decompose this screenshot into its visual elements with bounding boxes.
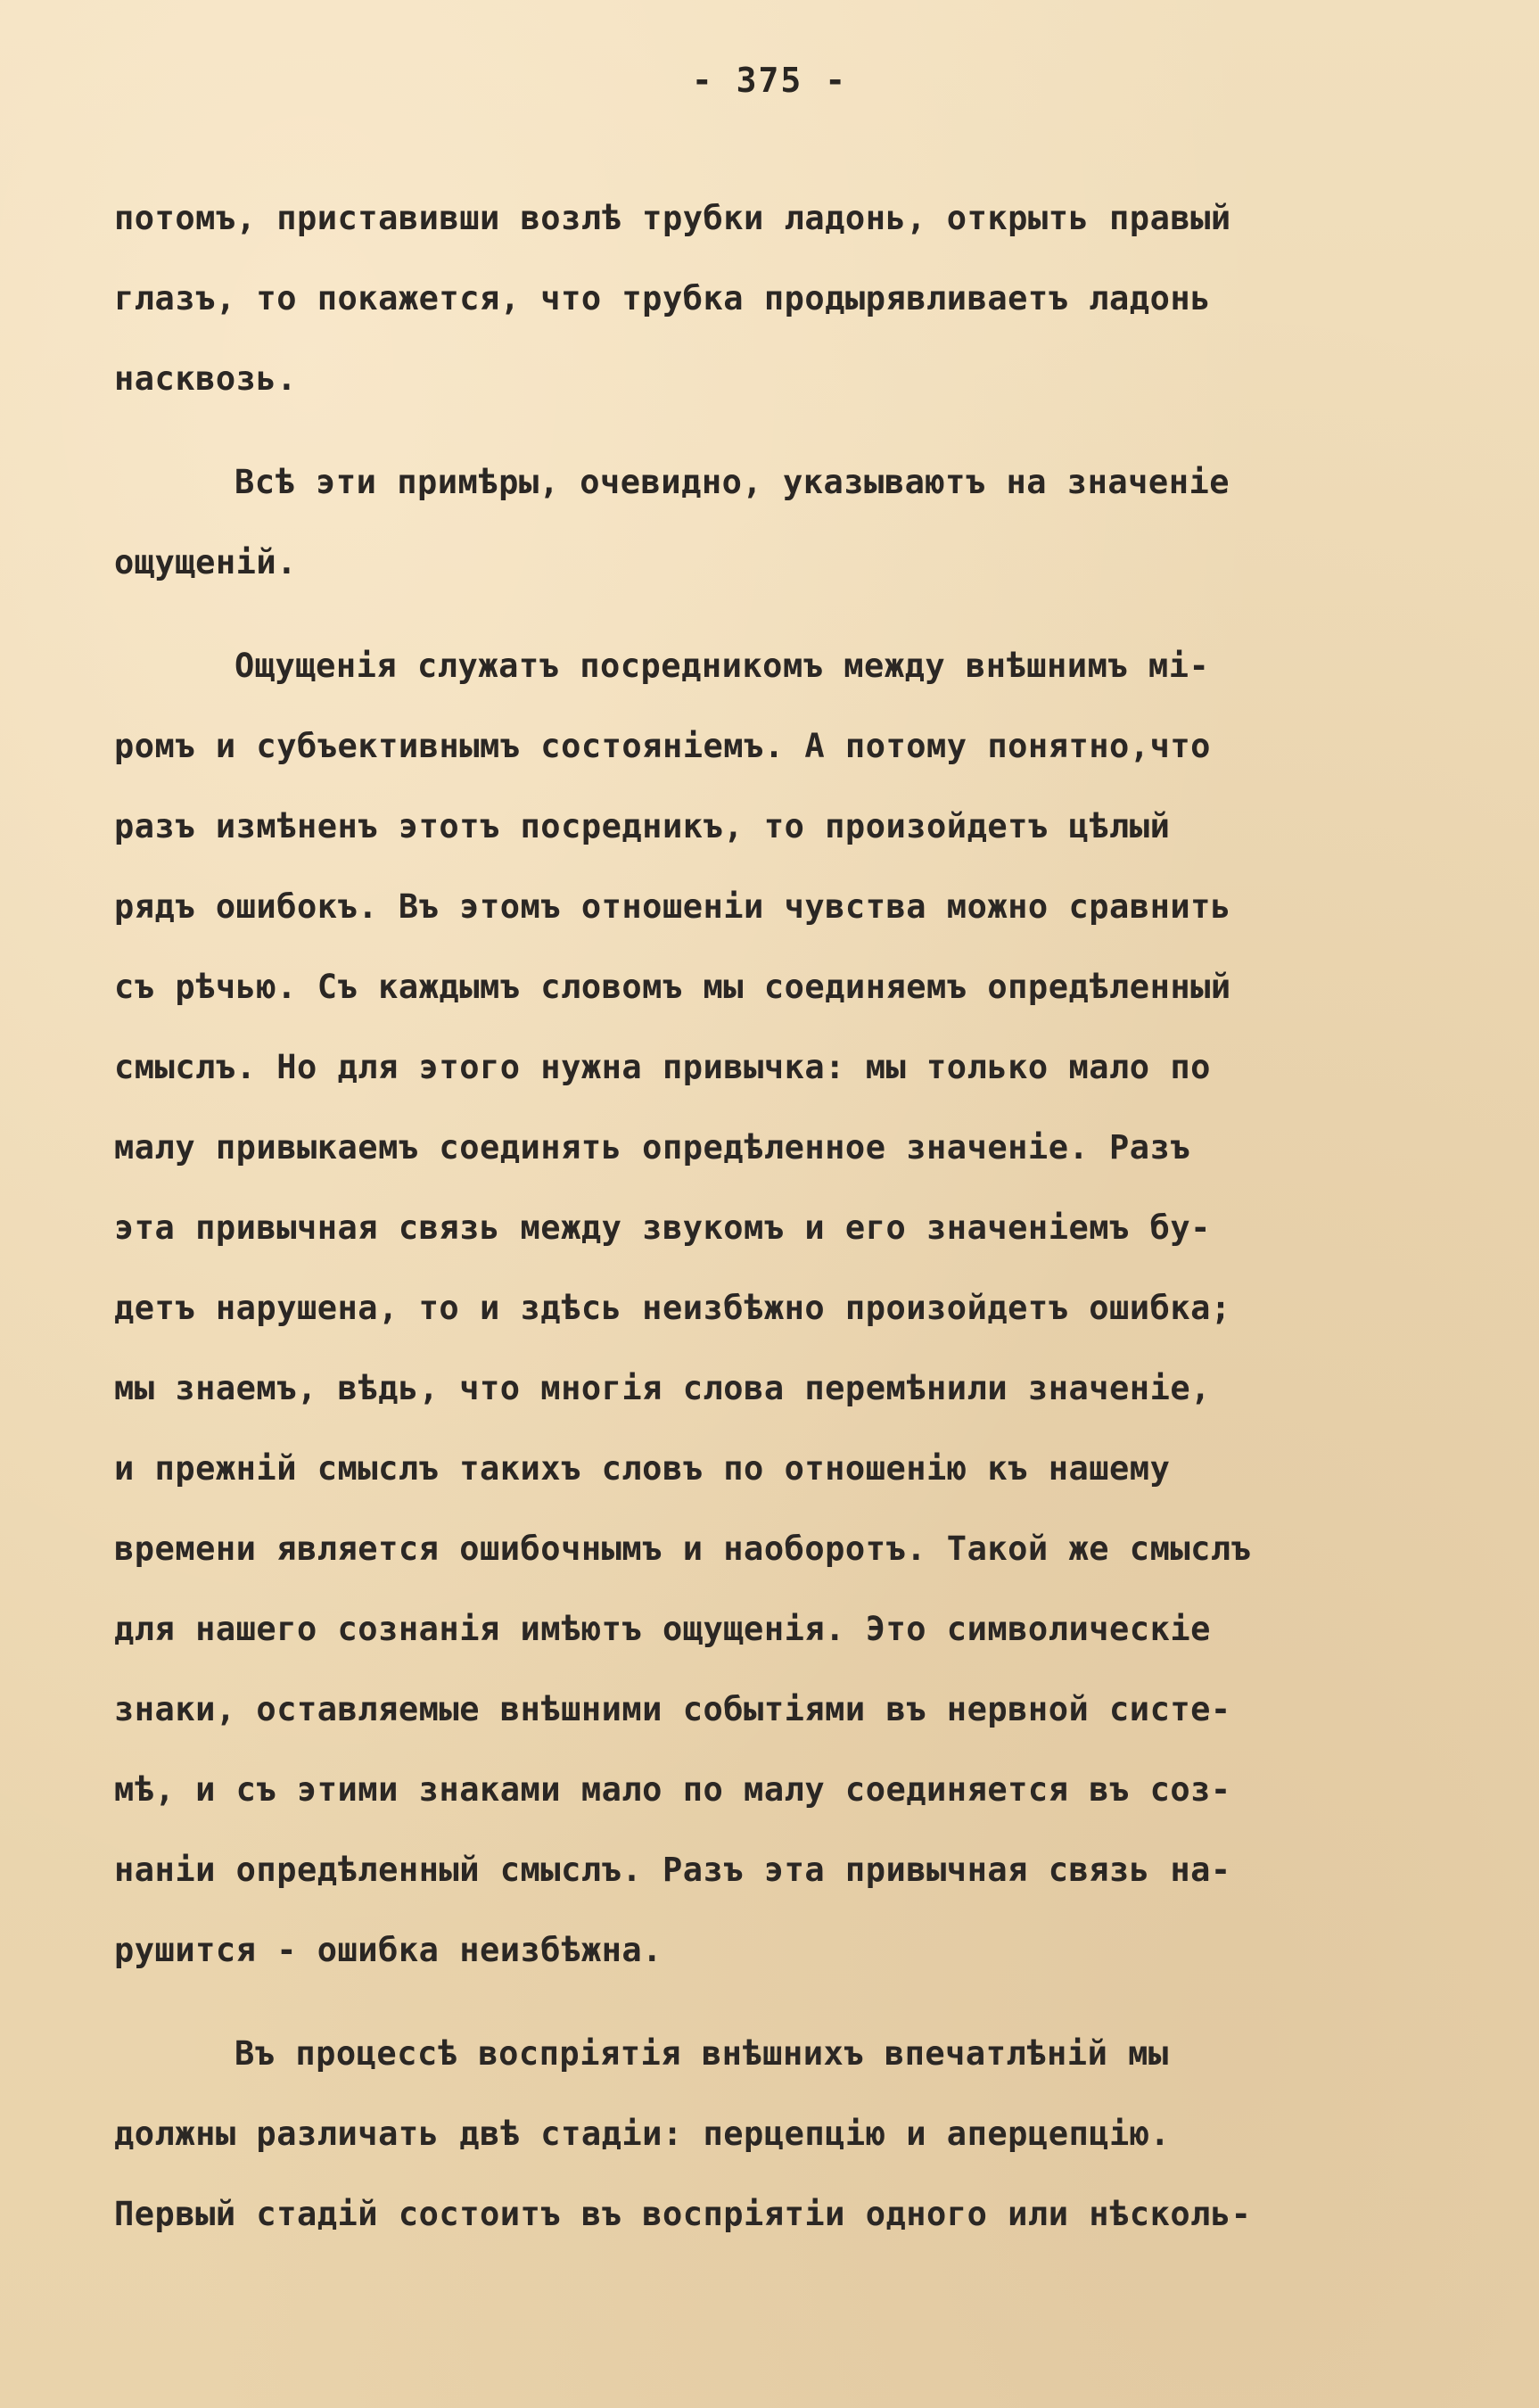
text-line: малу привыкаемъ соединять опредѣленное значенiе. Разъ xyxy=(114,1128,1191,1167)
paragraph xyxy=(114,178,1487,419)
text-line: рядъ ошибокъ. Въ этомъ отношенiи чувства можно сравнить xyxy=(114,887,1231,926)
text-line: и прежнiй смыслъ такихъ словъ по отношенiю къ нашему xyxy=(114,1449,1171,1488)
text-line: для нашего сознанiя имѣютъ ощущенiя. Это символическiе xyxy=(114,1610,1211,1648)
text-line: ромъ и субъективнымъ состоянiемъ. А потому понятно,что xyxy=(114,727,1211,765)
text-line: времени является ошибочнымъ и наоборотъ. Такой же смыслъ xyxy=(114,1530,1252,1568)
text-line: Ощущенiя служатъ посредникомъ между внѣшнимъ мi- xyxy=(235,647,1210,685)
paragraph xyxy=(114,626,1487,1991)
text-line: смыслъ. Но для этого нужна привычка: мы только мало по xyxy=(114,1048,1211,1086)
text-line: мы знаемъ, вѣдь, что многiя слова перемѣнили значенiе, xyxy=(114,1369,1211,1407)
text-line: разъ измѣненъ этотъ посредникъ, то произойдетъ цѣлый xyxy=(114,807,1171,845)
paragraph xyxy=(114,442,1487,603)
text-line: рушится - ошибка неизбѣжна. xyxy=(114,1931,663,1969)
text-line: должны различать двѣ стадiи: перцепцiю и аперцепцiю. xyxy=(114,2115,1171,2153)
text-line: эта привычная связь между звукомъ и его значенiемъ бу- xyxy=(114,1208,1211,1247)
text-line: Первый стадiй состоитъ въ воспрiятiи одного или нѣсколь- xyxy=(114,2195,1252,2233)
text-line: глазъ, то покажется, что трубка продырявливаетъ ладонь xyxy=(114,279,1211,317)
text-line: детъ нарушена, то и здѣсь неизбѣжно произойдетъ ошибка; xyxy=(114,1289,1231,1327)
body-text xyxy=(114,178,1487,2255)
text-line: съ рѣчью. Съ каждымъ словомъ мы соединяемъ опредѣленный xyxy=(114,968,1231,1006)
paragraph xyxy=(114,2014,1487,2255)
text-line: ощущенiй. xyxy=(114,543,297,581)
text-line: нанiи опредѣленный смыслъ. Разъ эта привычная связь на- xyxy=(114,1851,1231,1889)
text-line: потомъ, приставивши возлѣ трубки ладонь, открыть правый xyxy=(114,199,1231,237)
text-line: насквозь. xyxy=(114,359,297,398)
text-line: знаки, оставляемые внѣшними событiями въ нервной систе- xyxy=(114,1690,1231,1728)
text-line: мѣ, и съ этими знаками мало по малу соединяется въ соз- xyxy=(114,1770,1231,1809)
text-line: Въ процессѣ воспрiятiя внѣшнихъ впечатлѣнiй мы xyxy=(235,2034,1169,2073)
page-number: - 375 - xyxy=(691,61,848,100)
text-line: Всѣ эти примѣры, очевидно, указываютъ на значенiе xyxy=(235,463,1230,501)
